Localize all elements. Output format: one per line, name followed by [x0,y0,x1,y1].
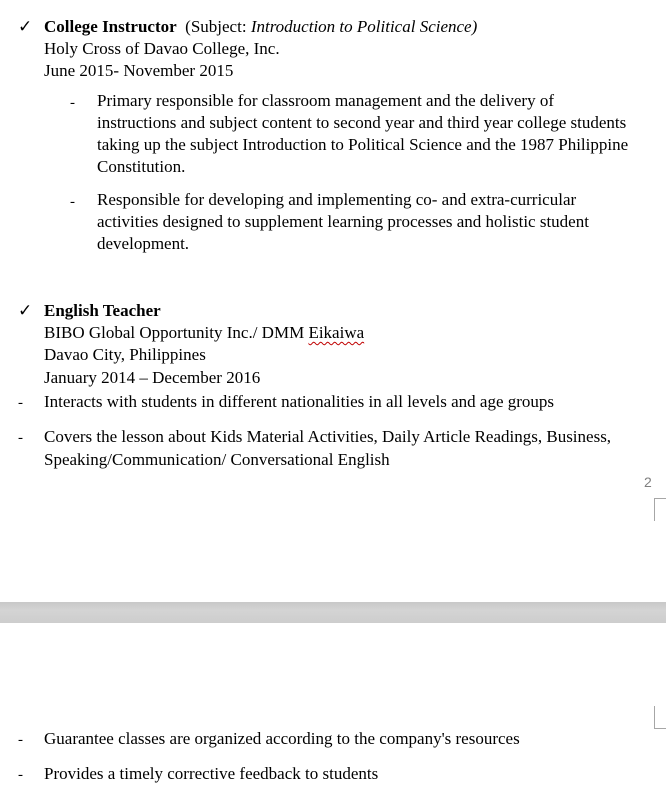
job1-duty1-line2[interactable]: instructions and subject content to second year and third year college students [97,113,627,132]
job2-location[interactable]: Davao City, Philippines [44,345,206,364]
margin-crop-mark [654,498,666,521]
job1-duty2-line3[interactable]: development. [97,234,190,253]
job2-duty3[interactable]: Guarantee classes are organized according to the company's resources [44,729,520,748]
page-number: 2 [644,474,652,490]
bullet-dash: - [70,194,75,210]
bullet-dash: - [18,732,23,748]
spellcheck-flagged-word[interactable]: Eikaiwa [308,323,365,342]
job2-employer[interactable] [44,322,364,344]
bullet-dash: - [18,767,23,783]
job1-duty1-line1[interactable]: Primary responsible for classroom management and the delivery of [97,91,554,110]
margin-crop-mark [654,706,666,729]
bullet-dash: - [18,430,23,446]
checkmark-icon: ✓ [18,17,33,37]
job2-duty2-line1[interactable]: Covers the lesson about Kids Material Activities, Daily Article Readings, Business, [44,427,612,446]
job1-duty2-line1[interactable]: Responsible for developing and implementing co- and extra-curricular [97,190,577,209]
job1-dates[interactable]: June 2015- November 2015 [44,61,234,80]
bullet-dash: - [18,395,23,411]
job1-subject-name: Introduction to Political Science) [250,17,478,36]
job2-duty2-line2[interactable]: Speaking/Communication/ Conversational English [44,450,390,469]
job1-subject-prefix: (Subject: [185,17,251,36]
bullet-dash: - [70,95,75,111]
job2-employer-name: BIBO Global Opportunity Inc./ DMM [44,323,309,342]
job1-duty1-line4[interactable]: Constitution. [97,157,186,176]
job1-title: College Instructor [44,17,177,36]
page-break-gap [0,602,666,623]
job2-title[interactable] [44,300,161,322]
job2-duty4[interactable]: Provides a timely corrective feedback to students [44,764,379,783]
job1-duty1-line3[interactable]: taking up the subject Introduction to Political Science and the 1987 Philippine [97,135,629,154]
job1-employer[interactable]: Holy Cross of Davao College, Inc. [44,39,280,58]
job2-duty1[interactable]: Interacts with students in different nationalities in all levels and age groups [44,392,555,411]
job2-dates[interactable]: January 2014 – December 2016 [44,368,261,387]
job1-duty2-line2[interactable]: activities designed to supplement learning processes and holistic student [97,212,589,231]
checkmark-icon: ✓ [18,301,33,321]
job2-title-text: English Teacher [44,301,161,320]
job1-heading[interactable] [44,16,477,38]
